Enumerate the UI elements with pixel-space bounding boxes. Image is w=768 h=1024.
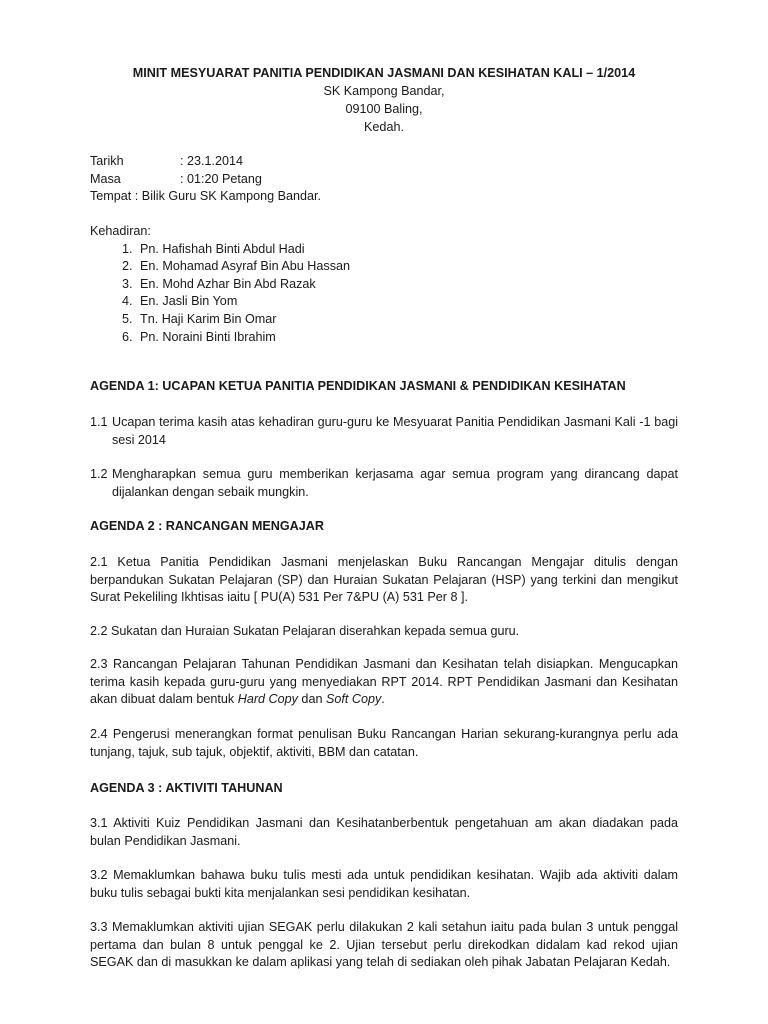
date-label: Tarikh [90,154,124,168]
hard-copy-term: Hard Copy [237,692,298,707]
item-number: 1.1 [90,415,108,429]
date-row [90,153,678,171]
time-label: Masa [90,171,121,186]
item-text: Mengharapkan semua guru memberikan kerjasama agar semua program yang dirancang dapat dijalankan dengan sebaik mungkin. [112,467,678,499]
attendee-item: 4. En. Jasli Bin Yom [136,293,678,311]
attendee-item: 3. En. Mohd Azhar Bin Abd Razak [136,276,678,294]
agenda-item-2-3 [90,656,678,709]
agenda-3-heading: AGENDA 3 : AKTIVITI TAHUNAN [90,781,283,795]
agenda-item-3-2: 3.2 Memaklumkan bahawa buku tulis mesti ada untuk pendidikan kesihatan. Wajib ada aktiviti dalam buku tulis sebagai bukti kita menjalankan sesi pendidikan kesihatan. [90,868,678,900]
item-text: Ucapan terima kasih atas kehadiran guru-guru ke Mesyuarat Panitia Pendidikan Jasmani Kali -1 bagi sesi 2014 [112,415,678,447]
agenda-item-1-1 [90,414,678,449]
place-row: Tempat : Bilik Guru SK Kampong Bandar. [90,189,322,204]
agenda-1-heading: AGENDA 1: UCAPAN KETUA PANITIA PENDIDIKAN JASMANI & PENDIDIKAN KESIHATAN [90,379,626,393]
item-text-join: dan [297,692,326,707]
postcode-town: 09100 Baling, [345,102,423,116]
attendee-item: 2. En. Mohamad Asyraf Bin Abu Hassan [136,258,678,276]
school-name: SK Kampong Bandar, [323,84,445,98]
soft-copy-term: Soft Copy [325,692,382,707]
attendee-item: 5. Tn. Haji Karim Bin Omar [136,311,678,329]
time-value: : 01:20 Petang [180,171,262,186]
agenda-item-3-3: 3.3 Memaklumkan aktiviti ujian SEGAK perlu dilakukan 2 kali setahun iaitu pada bulan 3 untuk penggal pertama dan bulan 8 untuk penggal ke 2. Ujian tersebut perlu direkodkan didalam kad rekod ujian SEGAK dan di masukkan ke dalam aplikasi yang telah di sediakan oleh pihak Jabatan Pelajaran Kedah. [90,920,678,970]
item-text: 2.3 Rancangan Pelajaran Tahunan Pendidikan Jasmani dan Kesihatan telah disiapkan. Mengucapkan terima kasih kepada guru-guru yang menyediakan RPT 2014. RPT Pendidikan Jasmani dan Kesihatan akan dibuat dalam bentuk [90,657,678,707]
item-text-end: . [381,692,385,707]
item-number: 1.2 [90,467,108,481]
agenda-item-2-1: 2.1 Ketua Panitia Pendidikan Jasmani menjelaskan Buku Rancangan Mengajar ditulis dengan berpandukan Sukatan Pelajaran (SP) dan Huraian Sukatan Pelajaran (HSP) yang terkini dan mengikut Surat Pekeliling Ikhtisas iaitu [ PU(A) 531 Per 7&PU (A) 531 Per 8 ]. [90,555,678,605]
attendance-section [90,223,678,346]
agenda-item-1-2 [90,466,678,501]
attendance-list [90,241,678,347]
time-row [90,171,678,189]
agenda-item-2-4: 2.4 Pengerusi menerangkan format penulisan Buku Rancangan Harian sekurang-kurangnya perlu ada tunjang, tajuk, sub tajuk, objektif, aktiviti, BBM dan catatan. [90,727,678,759]
date-value: : 23.1.2014 [180,154,244,168]
state: Kedah. [364,120,404,134]
attendance-heading: Kehadiran: [90,224,151,238]
agenda-2-heading: AGENDA 2 : RANCANGAN MENGAJAR [90,519,324,533]
agenda-item-2-2: 2.2 Sukatan dan Huraian Sukatan Pelajaran diserahkan kepada semua guru. [90,624,520,638]
document-title: MINIT MESYUARAT PANITIA PENDIDIKAN JASMANI DAN KESIHATAN KALI – 1/2014 [132,66,636,80]
meeting-details [90,153,678,206]
attendee-item: 1. Pn. Hafishah Binti Abdul Hadi [136,241,678,259]
agenda-item-3-1: 3.1 Aktiviti Kuiz Pendidikan Jasmani dan Kesihatanberbentuk pengetahuan am akan diadakan pada bulan Pendidikan Jasmani. [90,816,678,848]
attendee-item: 6. Pn. Noraini Binti Ibrahim [136,329,678,347]
